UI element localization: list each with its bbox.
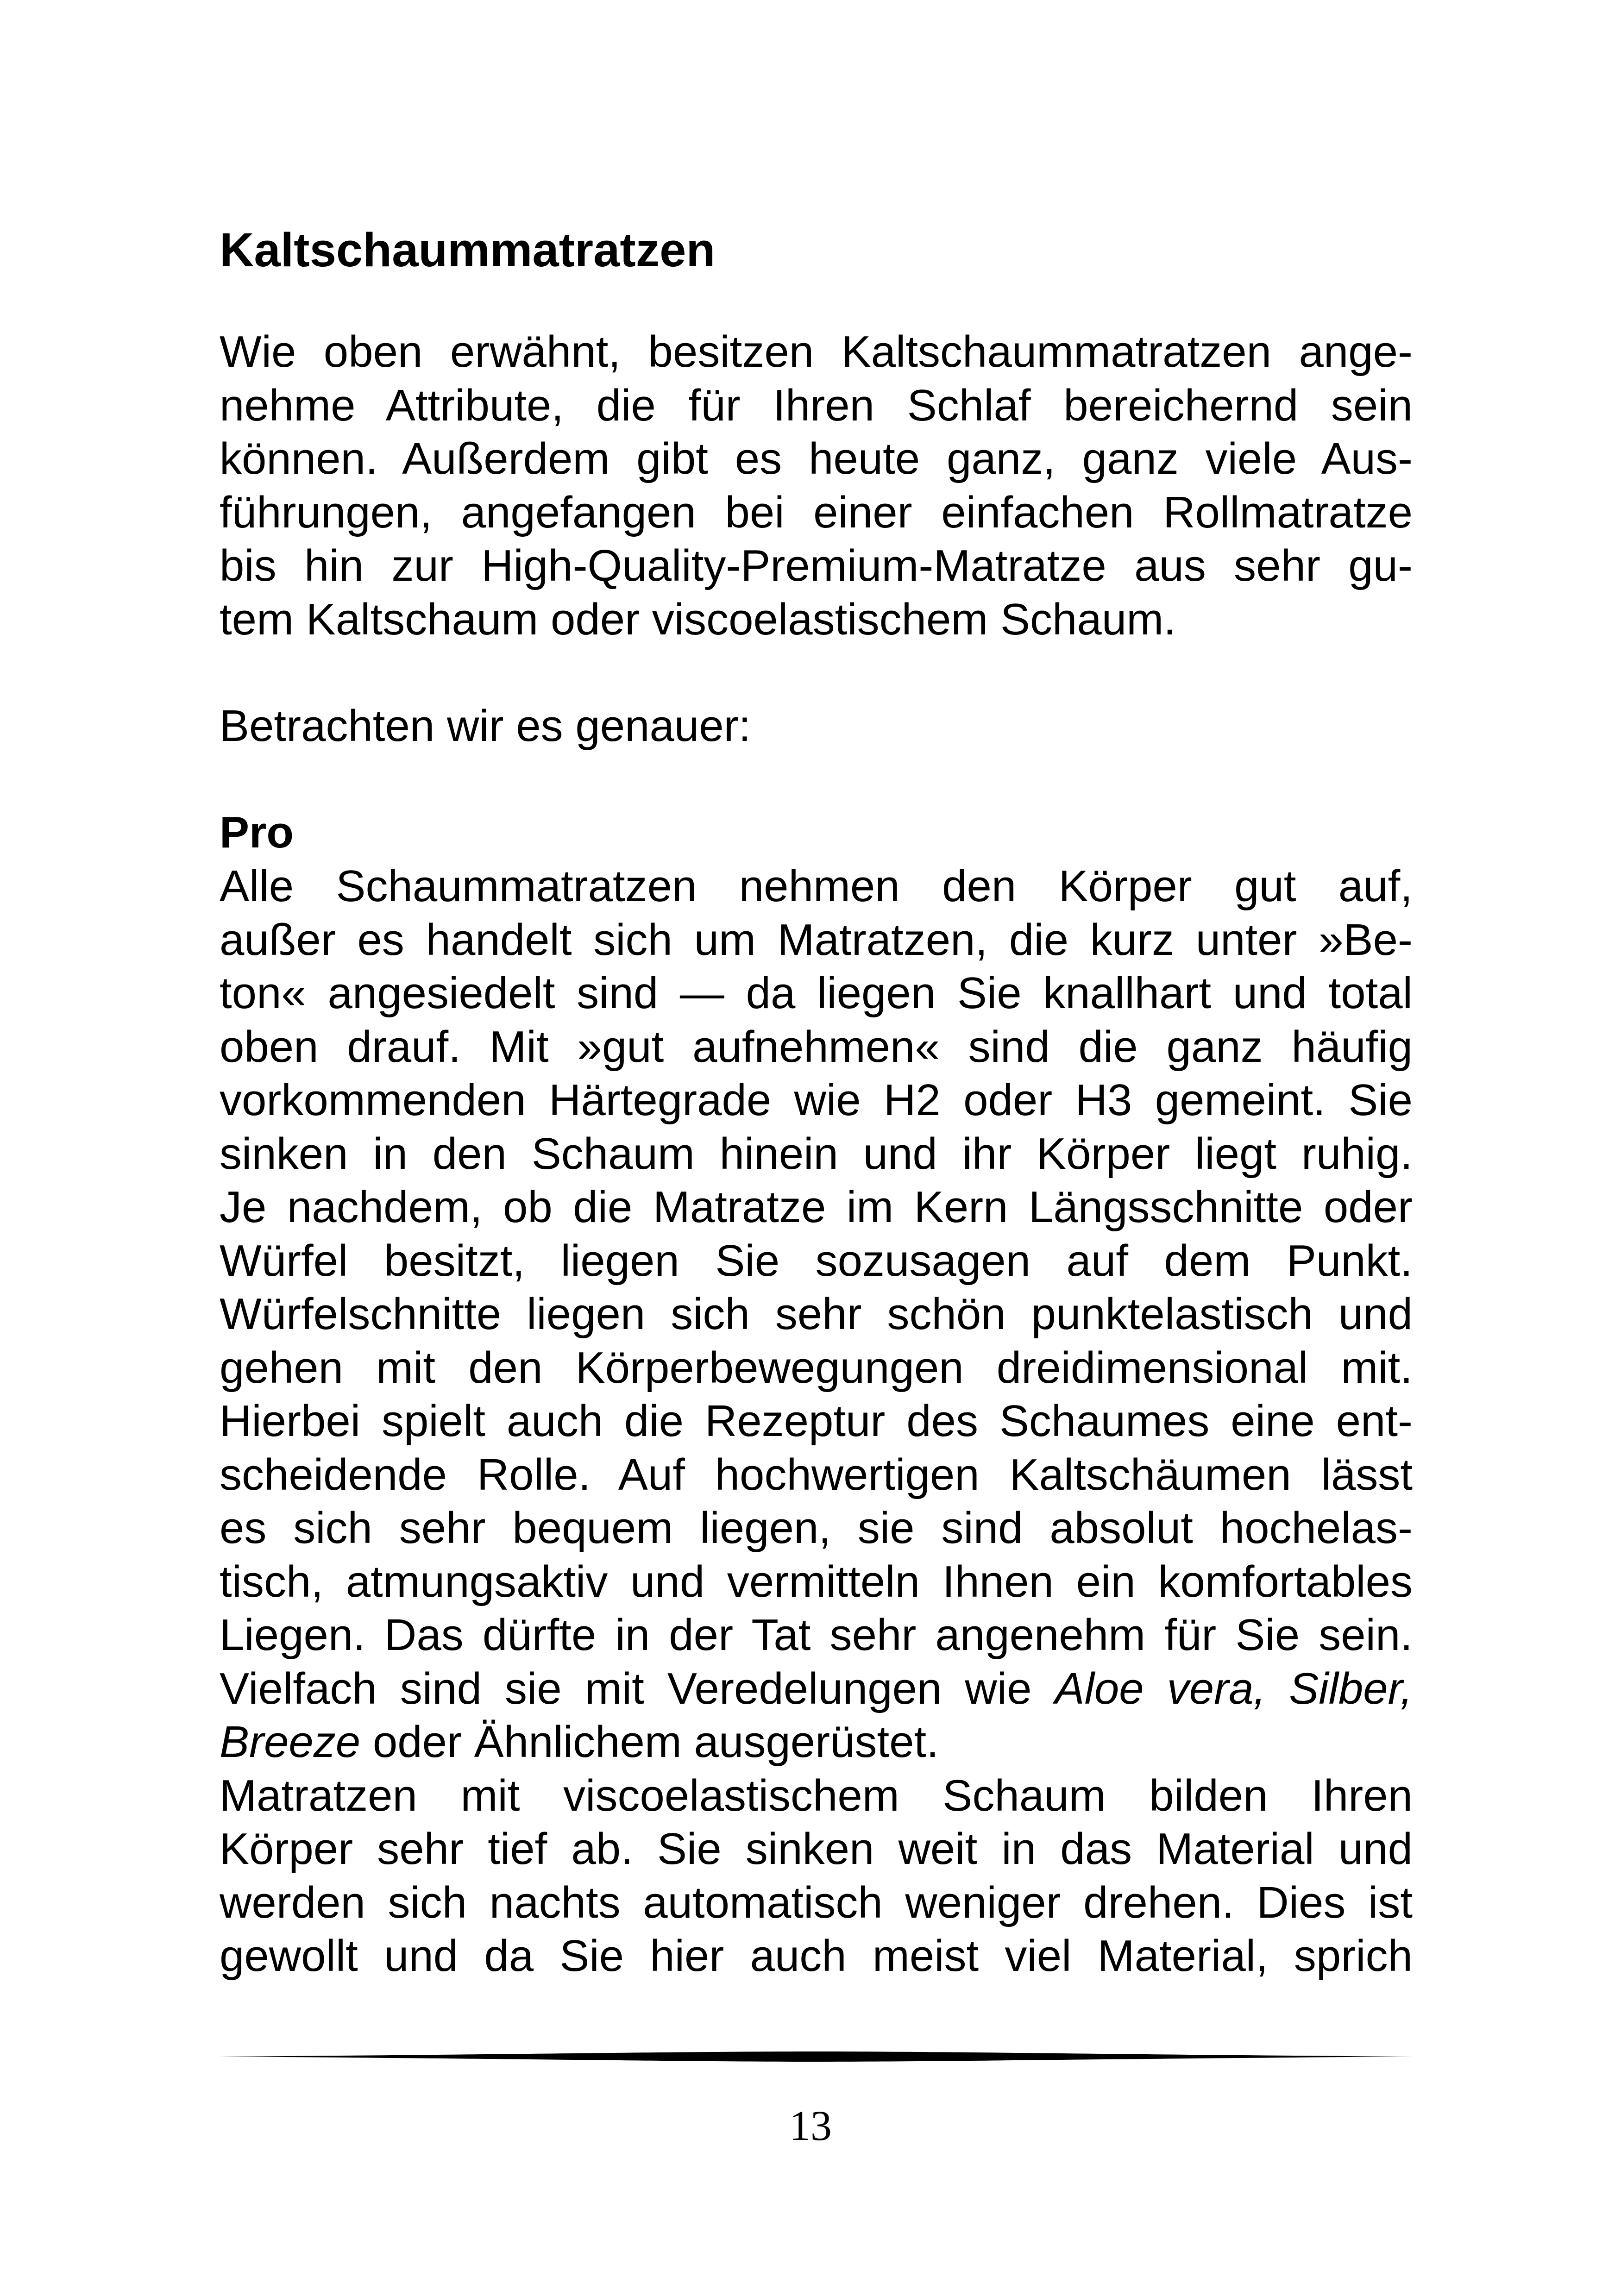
text-line: vorkommenden Härtegrade wie H2 oder H3 gemeint. Sie <box>220 1075 1413 1125</box>
text-line: Liegen. Das dürfte in der Tat sehr angenehm für Sie sein. <box>220 1610 1413 1660</box>
text-line: Hierbei spielt auch die Rezeptur des Schaumes eine ent- <box>220 1396 1413 1446</box>
lead-in-text: Betrachten wir es genauer: <box>220 701 751 751</box>
text-line: Würfelschnitte liegen sich sehr schön punktelastisch und <box>220 1289 1413 1339</box>
text-line: tem Kaltschaum oder viscoelastischem Schaum. <box>220 594 1176 644</box>
text-line: Je nachdem, ob die Matratze im Kern Längsschnitte oder <box>220 1182 1413 1232</box>
text-line: außer es handelt sich um Matratzen, die kurz unter »Be- <box>220 915 1413 965</box>
veredelung-italic: Aloe vera, Silber, <box>1055 1663 1413 1713</box>
text-line: sinken in den Schaum hinein und ihr Körper liegt ruhig. <box>220 1129 1413 1179</box>
footer-rule <box>220 2049 1413 2064</box>
text-line: nehme Attribute, die für Ihren Schlaf bereichernd sein <box>220 380 1413 430</box>
section-heading: Kaltschaummatratzen <box>220 223 716 276</box>
pro-paragraph <box>220 859 1413 1983</box>
text-line: Matratzen mit viscoelastischem Schaum bilden Ihren <box>220 1770 1413 1820</box>
breeze-text: oder Ähnlichem ausgerüstet. <box>372 1717 939 1767</box>
text-line: es sich sehr bequem liegen, sie sind absolut hochelas- <box>220 1503 1413 1553</box>
text-line: scheidende Rolle. Auf hochwertigen Kaltschäumen lässt <box>220 1449 1413 1499</box>
page-number: 13 <box>789 2102 832 2149</box>
text-line: tisch, atmungsaktiv und vermitteln Ihnen ein komfortables <box>220 1556 1413 1606</box>
breeze-italic: Breeze <box>220 1717 361 1767</box>
pro-heading: Pro <box>220 808 294 857</box>
text-line: gehen mit den Körperbewegungen dreidimensional mit. <box>220 1342 1413 1393</box>
text-line: gewollt und da Sie hier auch meist viel Material, sprich <box>220 1931 1413 1981</box>
text-line: Körper sehr tief ab. Sie sinken weit in das Material und <box>220 1824 1413 1874</box>
text-line-veredelung <box>220 1662 1413 1716</box>
text-line: werden sich nachts automatisch weniger drehen. Dies ist <box>220 1877 1413 1927</box>
text-line: führungen, angefangen bei einer einfachen Rollmatratze <box>220 487 1413 537</box>
intro-paragraph <box>220 325 1413 646</box>
text-line-breeze <box>220 1715 1413 1769</box>
text-line: bis hin zur High-Quality-Premium-Matratze aus sehr gu- <box>220 541 1413 590</box>
text-line: Wie oben erwähnt, besitzen Kaltschaummatratzen ange- <box>220 327 1413 376</box>
book-page <box>220 0 1413 2296</box>
text-line: oben drauf. Mit »gut aufnehmen« sind die ganz häufig <box>220 1022 1413 1072</box>
text-line: können. Außerdem gibt es heute ganz, ganz viele Aus- <box>220 434 1413 483</box>
veredelung-text: Vielfach sind sie mit Veredelungen wie <box>220 1663 1032 1713</box>
text-line: Alle Schaummatratzen nehmen den Körper gut auf, <box>220 861 1413 911</box>
text-line: Würfel besitzt, liegen Sie sozusagen auf dem Punkt. <box>220 1236 1413 1286</box>
text-line: ton« angesiedelt sind — da liegen Sie knallhart und total <box>220 968 1413 1018</box>
